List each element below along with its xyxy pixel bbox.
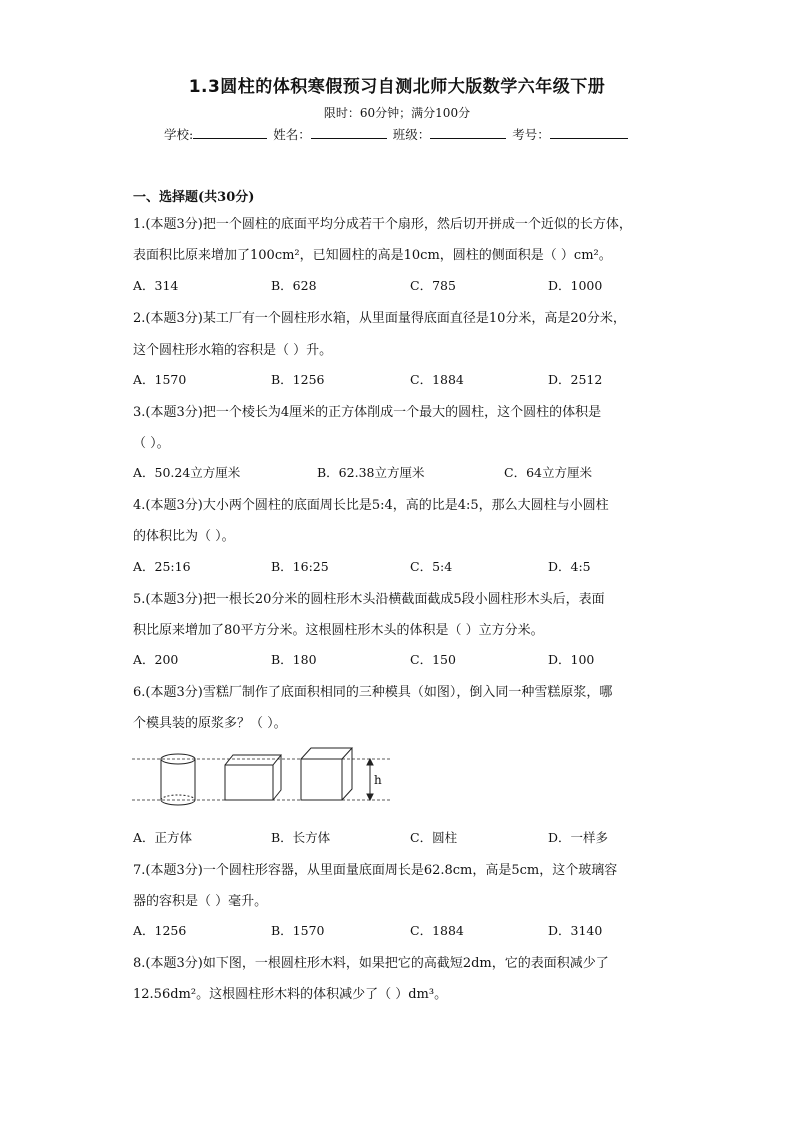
school-blank[interactable] (193, 126, 267, 139)
option-b[interactable]: B．1570 (271, 923, 325, 938)
option-c[interactable]: C．1884 (410, 923, 464, 938)
question-6-line-1: 6.(本题3分)雪糕厂制作了底面积相同的三种模具（如图），倒入同一种雪糕原浆，哪 (133, 685, 613, 700)
exam-number-blank[interactable] (550, 126, 628, 139)
option-b[interactable]: B．180 (271, 652, 317, 667)
question-1-line-2: 表面积比原来增加了100cm²，已知圆柱的高是10cm，圆柱的侧面积是（ ）cm²。 (133, 248, 612, 263)
question-6-line-2: 个模具装的原浆多？（ ）。 (133, 716, 287, 731)
cube-mold (301, 748, 352, 800)
question-4-line-2: 的体积比为（ ）。 (133, 529, 235, 544)
student-info-row (164, 125, 630, 143)
option-a[interactable]: A．正方体 (133, 830, 193, 845)
question-5-options (133, 650, 693, 668)
question-7-options (133, 921, 693, 939)
option-a[interactable]: A．25:16 (133, 559, 191, 574)
option-d[interactable]: D．2512 (548, 372, 603, 387)
question-6-options (133, 828, 693, 846)
class-label: 班级： (392, 127, 431, 142)
cylinder-mold (161, 754, 195, 805)
question-7-line-2: 器的容积是（ ）毫升。 (133, 894, 268, 909)
option-b[interactable]: B．628 (271, 278, 317, 293)
question-5-line-1: 5.(本题3分)把一根长20分米的圆柱形木头沿横截面截成5段小圆柱形木头后，表面 (133, 592, 605, 607)
question-2-line-2: 这个圆柱形水箱的容积是（ ）升。 (133, 343, 333, 358)
name-blank[interactable] (311, 126, 387, 139)
question-3-line-2: （ ）。 (133, 436, 170, 451)
molds-figure (132, 742, 394, 808)
option-b[interactable]: B．1256 (271, 372, 325, 387)
name-label: 姓名： (273, 127, 311, 142)
question-7-line-1: 7.(本题3分)一个圆柱形容器，从里面量底面周长是62.8cm，高是5cm，这个玻璃容 (133, 863, 618, 878)
option-c[interactable]: C．5:4 (410, 559, 453, 574)
option-b[interactable]: B．16:25 (271, 559, 329, 574)
question-8-line-2: 12.56dm²。这根圆柱形木料的体积减少了（ ）dm³。 (133, 987, 448, 1002)
option-a[interactable]: A．1256 (133, 923, 187, 938)
time-limit-text: 限时：60分钟；满分100分 (323, 106, 471, 120)
option-a[interactable]: A．200 (133, 652, 179, 667)
option-c[interactable]: C．圆柱 (410, 830, 458, 845)
question-3-options (133, 463, 693, 481)
option-d[interactable]: D．4:5 (548, 559, 591, 574)
question-8-line-1: 8.(本题3分)如下图，一根圆柱形木料，如果把它的高截短2dm，它的表面积减少了 (133, 956, 609, 971)
option-c[interactable]: C．64立方厘米 (504, 465, 592, 480)
question-4-line-1: 4.(本题3分)大小两个圆柱的底面周长比是5:4，高的比是4:5，那么大圆柱与小圆柱 (133, 498, 609, 513)
question-3-line-1: 3.(本题3分)把一个棱长为4厘米的正方体削成一个最大的圆柱，这个圆柱的体积是 (133, 405, 602, 420)
option-d[interactable]: D．3140 (548, 923, 603, 938)
option-c[interactable]: C．785 (410, 278, 456, 293)
school-label: 学校: (164, 127, 194, 142)
section-title: 一、选择题(共30分) (133, 190, 255, 205)
class-blank[interactable] (430, 126, 506, 139)
option-b[interactable]: B．62.38立方厘米 (317, 465, 425, 480)
option-d[interactable]: D．1000 (548, 278, 603, 293)
option-a[interactable]: A．1570 (133, 372, 187, 387)
question-4-options (133, 557, 693, 575)
option-d[interactable]: D．100 (548, 652, 595, 667)
option-d[interactable]: D．一样多 (548, 830, 609, 845)
option-c[interactable]: C．150 (410, 652, 456, 667)
option-c[interactable]: C．1884 (410, 372, 464, 387)
height-arrow (367, 759, 373, 800)
option-a[interactable]: A．50.24立方厘米 (133, 465, 241, 480)
cuboid-mold (225, 755, 281, 800)
height-label: h (374, 773, 382, 787)
page-title: 1.3圆柱的体积寒假预习自测北师大版数学六年级下册 (188, 77, 606, 97)
question-1-line-1: 1.(本题3分)把一个圆柱的底面平均分成若干个扇形，然后切开拼成一个近似的长方体， (133, 217, 632, 232)
option-b[interactable]: B．长方体 (271, 830, 331, 845)
question-2-options (133, 370, 693, 388)
option-a[interactable]: A．314 (133, 278, 179, 293)
question-2-line-1: 2.(本题3分)某工厂有一个圆柱形水箱，从里面量得底面直径是10分米，高是20分米， (133, 311, 626, 326)
question-1-options (133, 276, 693, 294)
question-5-line-2: 积比原来增加了80平方分米。这根圆柱形木头的体积是（ ）立方分米。 (133, 623, 544, 638)
exam-number-label: 考号： (512, 127, 550, 142)
